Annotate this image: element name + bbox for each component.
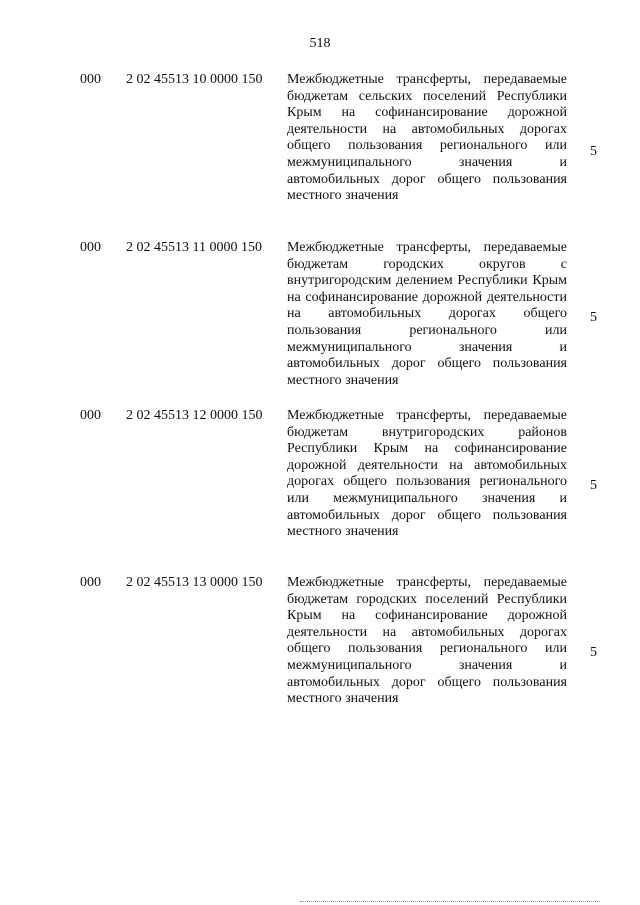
admin-code: 000 — [80, 575, 101, 590]
admin-code: 000 — [80, 240, 101, 255]
classification-code: 2 02 45513 11 0000 150 — [126, 240, 262, 255]
admin-code: 000 — [80, 72, 101, 87]
scan-edge-line — [300, 901, 600, 903]
row-amount: 5 — [590, 478, 597, 493]
admin-code: 000 — [80, 408, 101, 423]
row-description: Межбюджетные трансферты, передаваемые бюджетам сельских поселений Республики Крым на софинансирование дорожной деятельности на автомобильных дорогах общего пользования регионального или межмуниципального значения и автомобильных дорог общего пользования местного значения — [287, 72, 567, 204]
classification-code: 2 02 45513 13 0000 150 — [126, 575, 263, 590]
page-number: 518 — [309, 36, 331, 51]
row-description: Межбюджетные трансферты, передаваемые бюджетам внутригородских районов Республики Крым на софинансирование дорожной деятельности на автомобильных дорогах общего пользования регионального или межмуниципального значения и автомобильных дорог общего пользования местного значения — [287, 408, 567, 540]
classification-code: 2 02 45513 10 0000 150 — [126, 72, 263, 87]
row-amount: 5 — [590, 645, 597, 660]
row-amount: 5 — [590, 144, 597, 159]
classification-code: 2 02 45513 12 0000 150 — [126, 408, 263, 423]
row-description: Межбюджетные трансферты, передаваемые бюджетам городских поселений Республики Крым на софинансирование дорожной деятельности на автомобильных дорогах общего пользования регионального или межмуниципального значения и автомобильных дорог общего пользования местного значения — [287, 575, 567, 707]
row-amount: 5 — [590, 310, 597, 325]
row-description: Межбюджетные трансферты, передаваемые бюджетам городских округов с внутригородским делением Республики Крым на софинансирование дорожной деятельности на автомобильных дорогах общего пользования регионального или межмуниципального значения и автомобильных дорог общего пользования местного значения — [287, 240, 567, 388]
